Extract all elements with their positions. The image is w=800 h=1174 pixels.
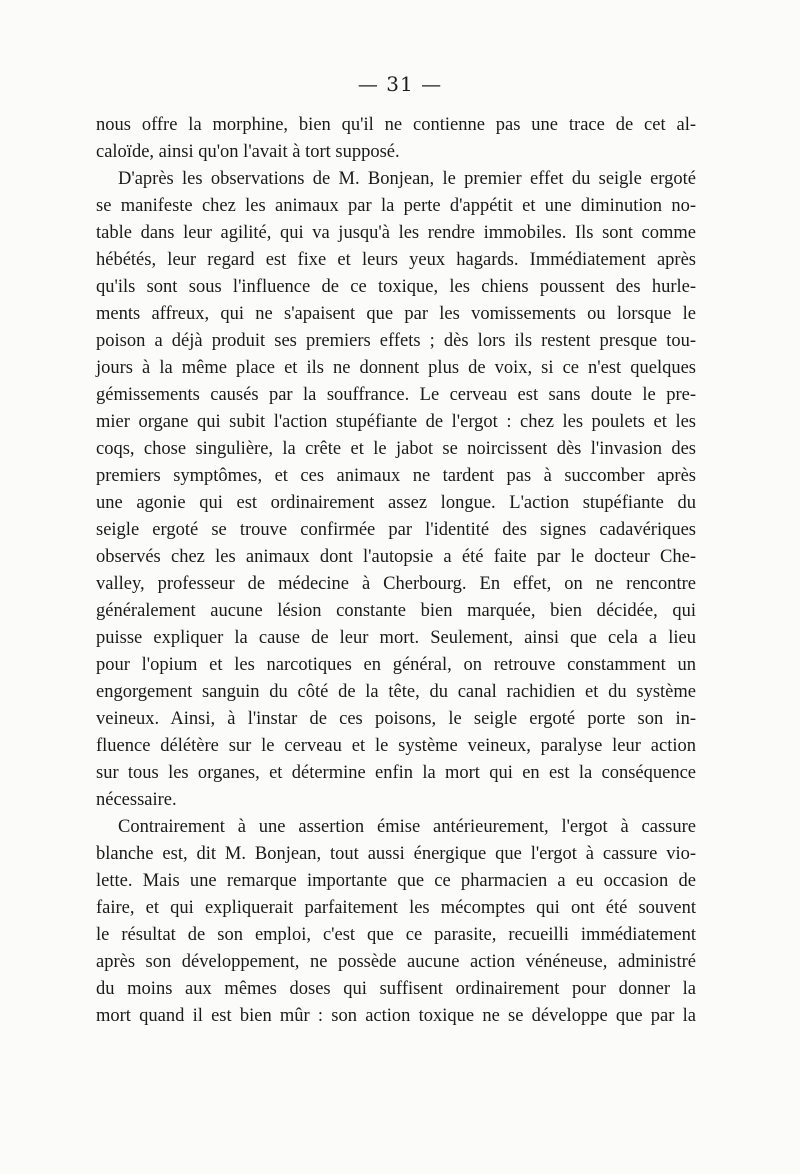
text-line: mier organe qui subit l'action stupéfiante de l'ergot : chez les poulets et les <box>96 412 696 432</box>
text-line: valley, professeur de médecine à Cherbourg. En effet, on ne rencontre <box>96 574 696 594</box>
text-line: premiers symptômes, et ces animaux ne tardent pas à succomber après <box>96 466 696 486</box>
text-line: lette. Mais une remarque importante que ce pharmacien a eu occasion de <box>96 871 696 891</box>
text-line: gémissements causés par la souffrance. Le cerveau est sans doute le pre- <box>96 385 696 405</box>
text-line: fluence délétère sur le cerveau et le système veineux, paralyse leur action <box>96 736 696 756</box>
text-line: pour l'opium et les narcotiques en général, on retrouve constamment un <box>96 655 696 675</box>
text-line: après son développement, ne possède aucune action vénéneuse, administré <box>96 952 696 972</box>
text-line: D'après les observations de M. Bonjean, le premier effet du seigle ergoté <box>118 169 696 189</box>
text-line: poison a déjà produit ses premiers effets ; dès lors ils restent presque tou- <box>96 331 696 351</box>
text-line: le résultat de son emploi, c'est que ce parasite, recueilli immédiatement <box>96 925 696 945</box>
text-line: engorgement sanguin du côté de la tête, du canal rachidien et du système <box>96 682 696 702</box>
text-line: jours à la même place et ils ne donnent plus de voix, si ce n'est quelques <box>96 358 696 378</box>
text-line: puisse expliquer la cause de leur mort. Seulement, ainsi que cela a lieu <box>96 628 696 648</box>
text-line: mort quand il est bien mûr : son action toxique ne se développe que par la <box>96 1006 696 1026</box>
text-line: table dans leur agilité, qui va jusqu'à les rendre immobiles. Ils sont comme <box>96 223 696 243</box>
text-line: faire, et qui expliquerait parfaitement les mécomptes qui ont été souvent <box>96 898 696 918</box>
text-line: sur tous les organes, et détermine enfin la mort qui en est la conséquence <box>96 763 696 783</box>
text-line: coqs, chose singulière, la crête et le jabot se noircissent dès l'invasion des <box>96 439 696 459</box>
text-line: blanche est, dit M. Bonjean, tout aussi énergique que l'ergot à cassure vio- <box>96 844 696 864</box>
text-line: caloïde, ainsi qu'on l'avait à tort supposé. <box>96 142 400 162</box>
text-line: se manifeste chez les animaux par la perte d'appétit et une diminution no- <box>96 196 696 216</box>
text-line: qu'ils sont sous l'influence de ce toxique, les chiens poussent des hurle- <box>96 277 696 297</box>
text-line: hébétés, leur regard est fixe et leurs yeux hagards. Immédiatement après <box>96 250 696 270</box>
body-text <box>96 112 696 1030</box>
text-line: ments affreux, qui ne s'apaisent que par les vomissements ou lorsque le <box>96 304 696 324</box>
text-line: généralement aucune lésion constante bien marquée, bien décidée, qui <box>96 601 696 621</box>
text-line: nécessaire. <box>96 790 177 810</box>
text-line: Contrairement à une assertion émise antérieurement, l'ergot à cassure <box>118 817 696 837</box>
text-line: nous offre la morphine, bien qu'il ne contienne pas une trace de cet al- <box>96 115 696 135</box>
text-line: veineux. Ainsi, à l'instar de ces poisons, le seigle ergoté porte son in- <box>96 709 696 729</box>
text-line: observés chez les animaux dont l'autopsie a été faite par le docteur Che- <box>96 547 696 567</box>
page-number: — 31 — <box>357 72 443 96</box>
text-line: une agonie qui est ordinairement assez longue. L'action stupéfiante du <box>96 493 696 513</box>
text-line: seigle ergoté se trouve confirmée par l'identité des signes cadavériques <box>96 520 696 540</box>
text-line: du moins aux mêmes doses qui suffisent ordinairement pour donner la <box>96 979 696 999</box>
